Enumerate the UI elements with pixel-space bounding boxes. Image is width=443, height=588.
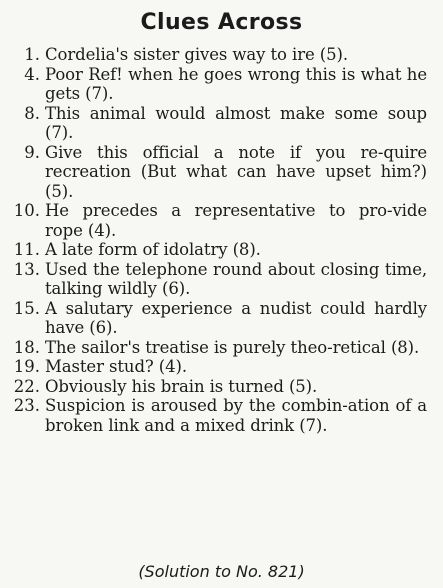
clue-number: 10. xyxy=(13,201,40,220)
clue-item xyxy=(0,45,443,65)
clue-text: A salutary experience a nudist could hardly have (6). xyxy=(45,298,427,337)
clue-text: Suspicion is aroused by the combin-ation of a broken link and a mixed drink (7). xyxy=(45,396,427,435)
clue-number: 8. xyxy=(24,103,40,123)
clue-item xyxy=(0,299,443,338)
clue-number: 4. xyxy=(24,64,40,84)
clue-text: Poor Ref! when he goes wrong this is what he gets (7). xyxy=(45,64,427,103)
clue-text: Cordelia's sister gives way to ire (5). xyxy=(45,45,349,64)
clue-number: 13. xyxy=(13,259,40,279)
clue-text: A late form of idolatry (8). xyxy=(45,240,261,259)
clue-item xyxy=(0,338,443,358)
clue-item xyxy=(0,396,443,435)
clue-number: 9. xyxy=(24,142,40,162)
clue-text: Give this official a note if you re-quire recreation (But what can have upset him?) (5). xyxy=(45,142,427,201)
clue-item xyxy=(0,201,443,240)
clue-number: 1. xyxy=(24,45,40,64)
clue-number: 22. xyxy=(13,376,40,396)
clue-text: The sailor's treatise is purely theo-retical (8). xyxy=(45,337,420,357)
clue-text: Used the telephone round about closing time, talking wildly (6). xyxy=(45,259,427,298)
section-title: Clues Across xyxy=(140,10,303,35)
clue-number: 23. xyxy=(13,396,40,415)
clue-list xyxy=(0,45,443,435)
clue-item xyxy=(0,260,443,299)
clue-text: Obviously his brain is turned (5). xyxy=(45,376,318,396)
clue-item xyxy=(0,65,443,104)
clue-number: 15. xyxy=(13,298,40,318)
clue-number: 11. xyxy=(13,240,40,259)
clue-item xyxy=(0,143,443,202)
clue-item xyxy=(0,104,443,143)
clue-number: 18. xyxy=(13,337,40,357)
clue-text: Master stud? (4). xyxy=(45,357,188,376)
clue-item xyxy=(0,240,443,260)
solution-reference: (Solution to No. 821) xyxy=(138,562,305,581)
clue-number: 19. xyxy=(13,357,40,376)
clue-text: This animal would almost make some soup (7). xyxy=(45,103,427,142)
clue-item xyxy=(0,357,443,377)
clue-text: He precedes a representative to pro-vide rope (4). xyxy=(45,201,427,240)
clue-item xyxy=(0,377,443,397)
